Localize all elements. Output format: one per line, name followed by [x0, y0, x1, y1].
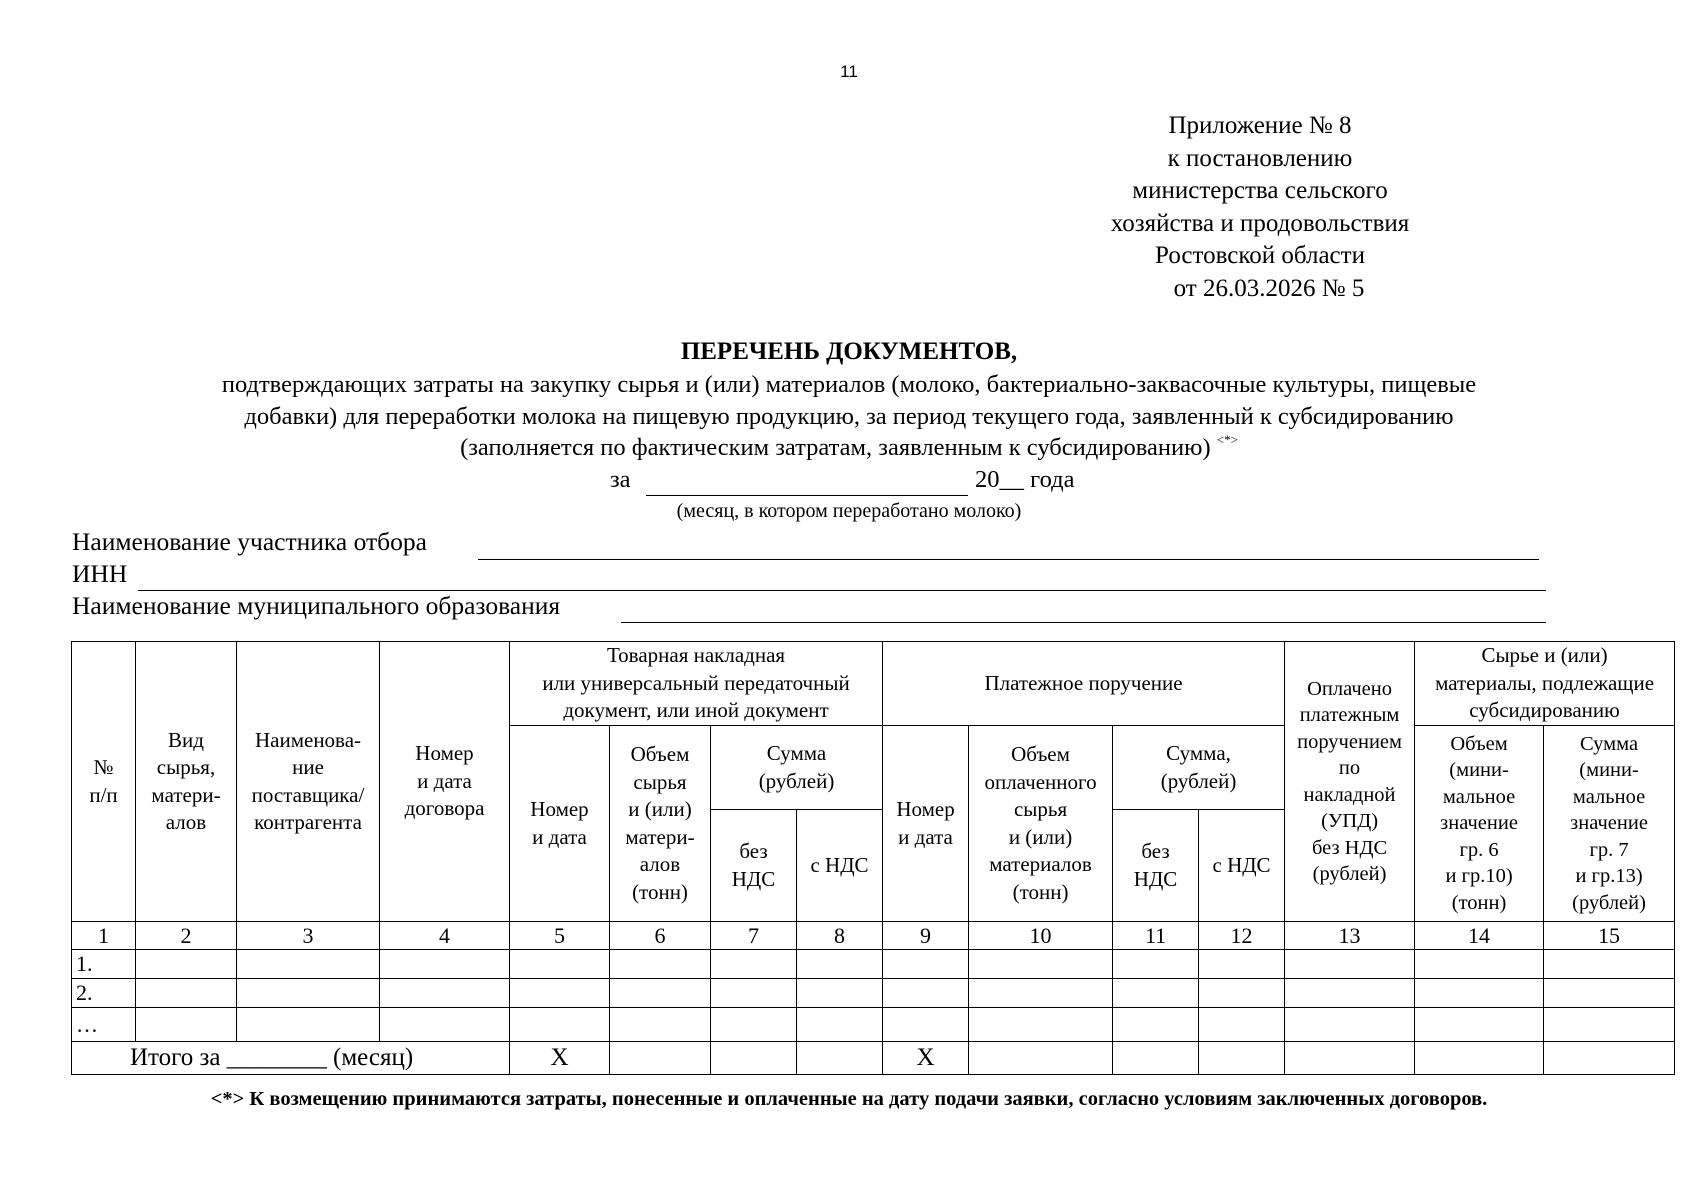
period-year-line — [975, 466, 1074, 494]
subtitle-line-2: добавки) для переработки молока на пищевую продукцию, за период текущего года, заявленный к субсидированию — [244, 403, 1454, 430]
header-payment-group: Платежное поручение — [883, 642, 1285, 726]
header-payment-volume: Объем оплаченного сырья и (или) материалов (тонн) — [969, 726, 1113, 922]
subtitle-text: (заполняется по фактическим затратам, заявленным к субсидированию) — [460, 434, 1211, 462]
municipality-blank-line — [621, 622, 1546, 623]
header-contract: Номер и дата договора — [380, 642, 510, 922]
column-number: 7 — [711, 922, 797, 950]
header-payment-with-vat: с НДС — [1199, 810, 1285, 922]
appendix-line: к постановлению — [1167, 144, 1353, 172]
table-row — [72, 950, 1675, 979]
inn-label: ИНН — [72, 559, 128, 588]
header-subsidy-sum: Сумма (мини- мальное значение гр. 7 и гр.13) (рублей) — [1544, 726, 1675, 922]
participant-blank-line — [478, 559, 1539, 560]
column-number: 12 — [1199, 922, 1285, 950]
table-row — [72, 979, 1675, 1008]
row-number: … — [72, 1008, 136, 1042]
column-number: 6 — [610, 922, 711, 950]
column-number: 1 — [72, 922, 136, 950]
header-supplier: Наименова- ние поставщика/ контрагента — [237, 642, 380, 922]
period-year: 20__ — [975, 466, 1024, 493]
subtitle-line-3 — [0, 434, 1698, 462]
column-number: 5 — [510, 922, 610, 950]
header-invoice-without-vat: без НДС — [711, 810, 797, 922]
header-invoice-group: Товарная накладная или универсальный передаточный документ, или иной документ — [510, 642, 883, 726]
period-suffix: года — [1030, 466, 1075, 493]
month-blank-line — [646, 495, 968, 496]
header-payment-without-vat: без НДС — [1113, 810, 1199, 922]
municipality-label: Наименование муниципального образования — [72, 591, 561, 620]
header-subsidy-volume: Объем (мини- мальное значение гр. 6 и гр.10) (тонн) — [1415, 726, 1544, 922]
column-number: 2 — [136, 922, 237, 950]
appendix-line: Приложение № 8 — [1168, 112, 1352, 139]
header-invoice-volume: Объем сырья и (или) матери- алов (тонн) — [610, 726, 711, 922]
document-title: ПЕРЕЧЕНЬ ДОКУМЕНТОВ, — [680, 338, 1018, 365]
documents-table — [71, 641, 1675, 1075]
column-number: 11 — [1113, 922, 1199, 950]
table-row — [72, 1008, 1675, 1042]
subtitle-line-1: подтверждающих затраты на закупку сырья и (или) материалов (молоко, бактериально-заквасочные культуры, пищевые — [221, 371, 1477, 398]
header-invoice-with-vat: с НДС — [797, 810, 883, 922]
total-payment-mark: X — [883, 1042, 969, 1075]
appendix-line: министерства сельского — [1132, 177, 1388, 204]
column-number: 10 — [969, 922, 1113, 950]
header-paid: Оплачено платежным поручением по накладной (УПД) без НДС (рублей) — [1285, 642, 1415, 922]
total-row — [72, 1042, 1675, 1075]
period-line — [610, 466, 631, 494]
appendix-block — [1080, 110, 1440, 305]
total-label: Итого за ________ (месяц) — [72, 1042, 510, 1075]
row-number: 2. — [72, 979, 136, 1008]
column-number: 14 — [1415, 922, 1544, 950]
appendix-line: хозяйства и продовольствия — [1110, 209, 1410, 237]
header-num: № п/п — [72, 642, 136, 922]
header-payment-number: Номер и дата — [883, 726, 969, 922]
period-prefix: за — [610, 466, 631, 493]
header-invoice-number: Номер и дата — [510, 726, 610, 922]
header-material-type: Вид сырья, матери- алов — [136, 642, 237, 922]
header-payment-sum: Сумма, (рублей) — [1113, 726, 1285, 810]
header-subsidy-group: Сырье и (или) материалы, подлежащие субсидированию — [1415, 642, 1675, 726]
row-number: 1. — [72, 950, 136, 979]
appendix-line: Ростовской области — [1155, 242, 1365, 269]
column-number: 3 — [237, 922, 380, 950]
column-number: 15 — [1544, 922, 1675, 950]
period-caption: (месяц, в котором переработано молоко) — [676, 500, 1022, 522]
footnote-mark: <*> — [1216, 432, 1238, 447]
column-number: 4 — [380, 922, 510, 950]
column-number: 9 — [883, 922, 969, 950]
header-invoice-sum: Сумма (рублей) — [711, 726, 883, 810]
total-invoice-mark: X — [510, 1042, 610, 1075]
page-number: 11 — [840, 62, 858, 81]
participant-label: Наименование участника отбора — [72, 527, 427, 556]
column-number: 8 — [797, 922, 883, 950]
column-number: 13 — [1285, 922, 1415, 950]
footnote: <*> К возмещению принимаются затраты, понесенные и оплаченные на дату подачи заявки, согласно условиям заключенных договоров. — [210, 1088, 1488, 1110]
appendix-line: от 26.03.2026 № 5 — [1173, 274, 1365, 302]
